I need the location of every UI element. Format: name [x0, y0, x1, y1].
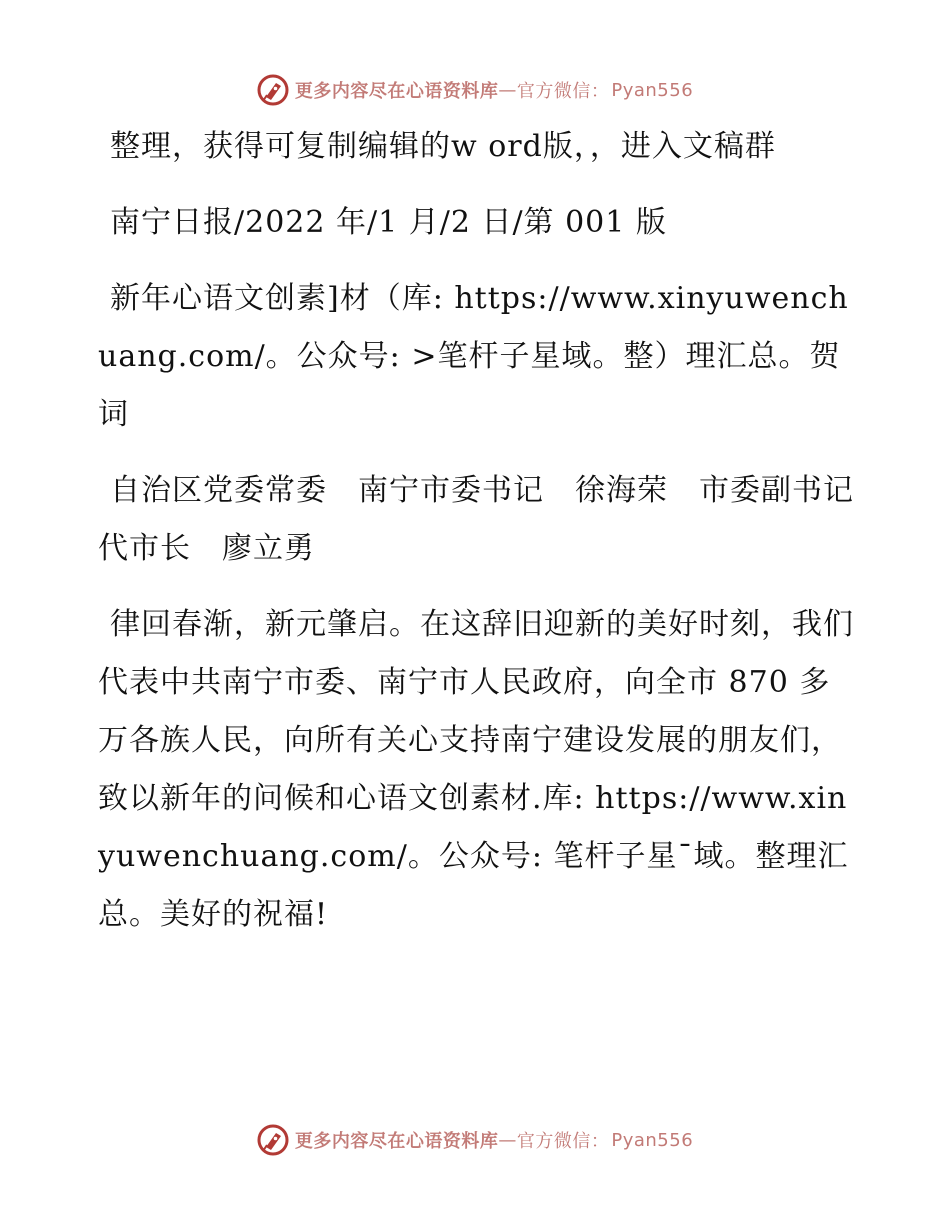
footer-wechat-label: 官方微信：: [516, 1131, 610, 1152]
footer-promo-text: 更多内容尽在心语资料库: [294, 1131, 499, 1152]
paragraph-source: 南宁日报/2022 年/1 月/2 日/第 001 版: [110, 205, 667, 240]
footer-banner: [0, 1120, 950, 1160]
header-wechat-label: 官方微信：: [516, 81, 610, 102]
paragraph-intro: 整理，获得可复制编辑的w ord版，，进入文稿群: [110, 129, 776, 164]
paragraph-greeting: 律回春渐，新元肇启。在这辞旧迎新的美好时刻，我们代表中共南宁市委、南宁市人民政府，向全市 870 多万各族人民，向所有关心支持南宁建设发展的朋友们，致以新年的问候和心语文创素材.库: https://www.xinyuwenchuang.com/。公众号: 笔杆子星¯域。整理汇总。美好的祝福!: [98, 607, 854, 932]
pen-nib-logo-icon: [257, 1124, 289, 1156]
header-wechat-id: Pyan556: [611, 79, 694, 101]
paragraph-resource: 新年心语文创素]材（库: https://www.xinyuwenchuang.com/。公众号: >笔杆子星域。整）理汇总。贺词: [98, 281, 849, 432]
pen-nib-logo-icon: [257, 74, 289, 106]
document-body: [98, 118, 885, 962]
footer-separator: —: [498, 1129, 517, 1151]
footer-wechat-id: Pyan556: [611, 1129, 694, 1151]
header-separator: —: [498, 79, 517, 101]
header-promo-text: 更多内容尽在心语资料库: [294, 81, 499, 102]
header-banner: [0, 70, 950, 110]
paragraph-authors: 自治区党委常委 南宁市委书记 徐海荣 市委副书记 代市长 廖立勇: [98, 473, 885, 566]
